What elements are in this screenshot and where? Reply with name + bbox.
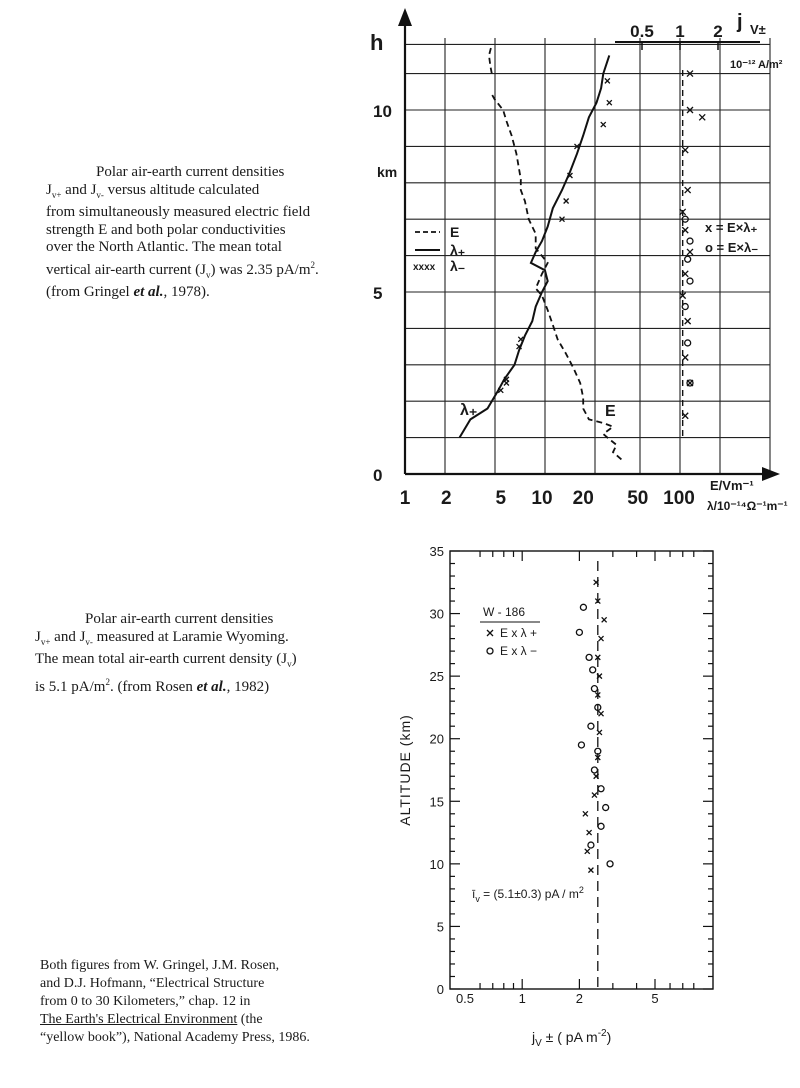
x-tick-label: 1: [399, 488, 411, 509]
caption-line: $J_{v+}$ and $J_{v-}$ measured at Laramie Wyoming.: [35, 628, 289, 647]
credit-line: and D.J. Hofmann, “Electrical Structure: [40, 976, 265, 991]
point-x: [583, 811, 588, 816]
legend-label-jv-plus: x = E×λ₊: [705, 220, 758, 235]
y-tick-label: 15: [429, 794, 444, 810]
credit-line: The Earth's Electrical Environment (the: [40, 1012, 263, 1027]
point-o: [588, 723, 594, 729]
y-axis-label: h: [370, 30, 384, 55]
point-x: [592, 793, 597, 798]
series-label-E: E: [605, 403, 616, 420]
x-tick-label: 5: [651, 991, 659, 1006]
caption-line: Polar air-earth current densities: [85, 611, 274, 627]
y-tick-label: 10: [373, 102, 392, 121]
point-x: [587, 830, 592, 835]
x-tick-label: 1: [518, 991, 526, 1006]
point-x: [597, 730, 602, 735]
credit-line: “yellow book”), National Academy Press, 1986.: [40, 1030, 310, 1045]
caption-line: from simultaneously measured electric field: [46, 204, 311, 220]
y-tick-label: 0: [373, 466, 383, 485]
caption-line: (from Gringel et al., 1978).: [46, 284, 210, 300]
x-tick-label: 0.5: [455, 991, 475, 1006]
caption-line: $J_{v+}$ and $J_{v-}$ versus altitude calculated: [46, 181, 260, 200]
legend-label-x: E x λ +: [500, 626, 538, 640]
y-tick-label: 35: [429, 544, 444, 559]
x-tick-label: 10: [531, 488, 553, 509]
legend-marker-x: [487, 630, 493, 636]
y-tick-label: 0: [436, 982, 444, 997]
point-x: [599, 636, 604, 641]
point-o: [580, 604, 586, 610]
x-tick-label: 100: [663, 488, 695, 509]
top-axis-unit: 10⁻¹² A/m²: [730, 59, 783, 71]
caption-line: is 5.1 $pA/m^2$. (from Rosen et al., 1982): [35, 676, 270, 695]
legend-label-o: E x λ −: [500, 644, 538, 658]
legend-label-jv-minus: o = E×λ₋: [705, 240, 759, 255]
top-axis-tick-label: 0.5: [630, 22, 654, 41]
y-tick-label: 5: [436, 919, 444, 935]
x-tick-label: 2: [440, 488, 452, 509]
point-x: [585, 849, 590, 854]
credit-line: Both figures from W. Gringel, J.M. Rosen,: [40, 958, 280, 973]
y-tick-label: 20: [429, 731, 444, 747]
point-x: [602, 617, 607, 622]
x-axis-label-E: E/Vm⁻¹: [710, 478, 754, 493]
point-o: [578, 742, 584, 748]
point-o: [603, 805, 609, 811]
legend-label-lambda-plus: λ₊: [450, 242, 466, 258]
top-axis-label: j: [737, 11, 743, 33]
y-axis-unit: km: [377, 164, 398, 180]
x-axis-label: $j_V$ ± ( pA $m^{-2}$): [532, 1028, 612, 1049]
point-o: [598, 823, 604, 829]
x-tick-label: 20: [572, 488, 594, 509]
point-o: [591, 767, 597, 773]
y-tick-label: 5: [373, 284, 383, 303]
caption-line: The mean total air-earth current density $(J_v)$: [35, 651, 297, 669]
top-axis-label-sub: V±: [750, 22, 766, 37]
legend-label-E: E: [450, 224, 460, 240]
x-tick-label: 50: [627, 488, 649, 509]
point-o: [576, 629, 582, 635]
point-x: [599, 711, 604, 716]
caption-line: over the North Atlantic. The mean total: [46, 239, 282, 255]
point-o: [590, 667, 596, 673]
legend-swatch-lambda-minus: xxxx: [413, 262, 436, 273]
y-axis-label: ALTITUDE (km): [397, 714, 413, 826]
legend-label-lambda-minus: λ₋: [450, 258, 466, 274]
point-x: [588, 868, 593, 873]
point-o: [588, 842, 594, 848]
y-tick-label: 25: [429, 669, 444, 685]
legend-title: W - 186: [483, 605, 526, 619]
point-o: [607, 861, 613, 867]
caption-line: vertical air-earth current $(J_v)$ was 2.35 $pA/m^2$.: [46, 259, 319, 280]
credit-line: from 0 to 30 Kilometers,” chap. 12 in: [40, 994, 251, 1009]
x-tick-label: 5: [495, 488, 507, 509]
x-tick-label: 2: [575, 991, 584, 1006]
mean-value-label: $ī_v = (5.1\pm 0.3)$ pA / $m^2$: [472, 885, 584, 904]
legend-marker-o: [487, 648, 493, 654]
caption-line: Polar air-earth current densities: [96, 164, 285, 180]
point-o: [586, 654, 592, 660]
series-label-lambda-plus: λ₊: [460, 402, 478, 419]
book-title: The Earth's Electrical Environment: [40, 1012, 238, 1027]
y-tick-label: 30: [429, 606, 444, 622]
caption-line: strength E and both polar conductivities: [46, 221, 286, 238]
top-axis-tick-label: 2: [713, 22, 723, 41]
top-axis-tick-label: 1: [675, 22, 685, 41]
point-o: [591, 686, 597, 692]
x-axis-label-lambda: λ/10⁻¹⁴Ω⁻¹m⁻¹: [707, 499, 788, 513]
y-tick-label: 10: [429, 856, 444, 872]
point-o: [598, 786, 604, 792]
